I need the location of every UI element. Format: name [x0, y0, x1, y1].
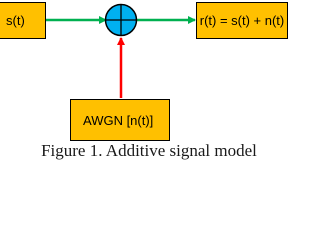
input-signal-label: s(t) — [6, 13, 25, 28]
output-signal-label: r(t) = s(t) + n(t) — [199, 13, 285, 28]
output-signal-box — [196, 2, 288, 39]
input-signal-box — [0, 2, 46, 39]
noise-source-label: AWGN [n(t)] — [83, 112, 154, 128]
noise-source-box — [70, 99, 170, 141]
figure-caption: Figure 1. Additive signal model — [41, 142, 257, 160]
summing-junction-icon — [106, 5, 137, 36]
